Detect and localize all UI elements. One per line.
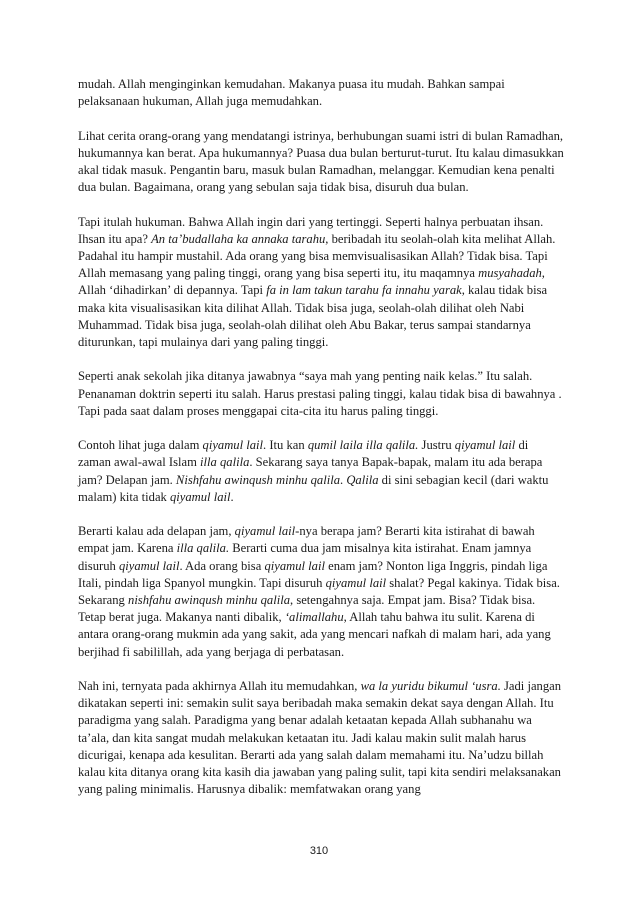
italic-term: An ta’budallaha ka annaka tarahu <box>151 231 326 246</box>
italic-term: Nishfahu awinqush minhu qalila <box>175 472 341 487</box>
text-run: . Itu kan <box>263 438 308 453</box>
text-run: , kalau tidak bisa maka kita visualisasikan kita dilihat Allah. Tidak bisa juga, seolah-olah dilihat oleh Nabi Muhammad. Tidak bisa juga, seolah-olah dilihat oleh Abu Bakar, terus sampai standarnya diturunkan, tapi mulainya dari yang paling tinggi. <box>78 283 548 350</box>
text-run: Contoh lihat juga dalam <box>78 438 203 453</box>
italic-term: musyahadah <box>478 266 542 281</box>
paragraph <box>78 523 564 661</box>
italic-term: qiyamul lail <box>118 558 180 573</box>
paragraph <box>78 368 564 420</box>
text-run: di sini sebagian kecil (dari waktu malam) kita tidak <box>78 472 549 504</box>
text-run: . <box>340 472 347 487</box>
text-run: . Sekarang saya tanya Bapak-bapak, malam itu ada berapa jam? Delapan jam. <box>78 455 543 487</box>
italic-term: illa qalila. <box>176 541 230 556</box>
italic-term: qiyamul lail <box>169 489 231 504</box>
text-run: Tapi itulah hukuman. Bahwa Allah ingin dari yang tertinggi. Seperti halnya perbuatan ihsan. Ihsan itu apa? <box>78 214 544 246</box>
italic-term: illa qalila <box>200 455 250 470</box>
paragraph <box>78 437 564 506</box>
text-run: . Ada orang bisa <box>179 558 265 573</box>
italic-term: qiyamul lail <box>454 438 516 453</box>
text-run: Berarti cuma dua jam misalnya kita istirahat. Enam jamnya disuruh <box>78 541 532 573</box>
paragraph <box>78 214 564 352</box>
text-run: , beribadah itu seolah-olah kita melihat Allah. Padahal itu hampir mustahil. Ada orang yang bisa memvisualisasikan Allah? Tidak bisa. Tapi Allah memasang yang paling tinggi, orang yang bisa seperti itu, itu maqamnya <box>78 231 556 281</box>
italic-term: qiyamul lail <box>202 438 264 453</box>
text-run: , Allah ‘dihadirkan’ di depannya. Tapi <box>78 266 545 298</box>
text-run: shalat? Pegal kakinya. Tidak bisa. Sekarang <box>78 575 560 608</box>
italic-term: qumil laila illa qalila. <box>307 438 419 453</box>
page-number: 310 <box>309 845 329 857</box>
italic-term: qiyamul lail <box>264 558 325 573</box>
text-run: mudah. Allah menginginkan kemudahan. Makanya puasa itu mudah. Bahkan sampai pelaksanaan hukuman, Allah juga memudahkan. <box>78 77 505 109</box>
text-run: Jadi jangan dikatakan seperti ini: semakin sulit saya beribadah maka semakin dekat saya dengan Allah. Itu paradigma yang salah. Paradigma yang benar adalah ketaatan kepada Allah subhanahu wa ta’ala, dan kita sangat mudah melakukan ketaatan itu. Jadi kalau makin sulit malah harus dicurigai, kenapa ada kesulitan. Berarti ada yang salah dalam memahami itu. Na’udzu billah kalau kita ditanya orang kita kasih dia jawaban yang paling sulit, tapi kita sendiri melaksanakan yang paling minimalis. Harusnya dibalik: memfatwakan orang yang <box>78 679 562 797</box>
italic-term: ‘alimallahu <box>284 610 344 625</box>
paragraph <box>78 678 564 798</box>
italic-term: fa in lam takun tarahu fa innahu yarak <box>266 283 462 298</box>
italic-term: qiyamul lail <box>234 524 296 539</box>
text-run: Berarti kalau ada delapan jam, <box>78 524 235 539</box>
text-run: . <box>230 489 234 504</box>
text-run: enam jam? Nonton liga Inggris, pindah liga Itali, pindah liga Spanyol mungkin. Tapi disuruh <box>78 558 548 590</box>
text-run: Seperti anak sekolah jika ditanya jawabnya “saya mah yang penting naik kelas.” Itu salah. Penanaman doktrin seperti itu salah. Harus prestasi paling tinggi, kalau tidak bisa di bawahnya . Tapi pada saat dalam proses menggapai cita-cita itu harus paling tinggi. <box>78 369 562 418</box>
text-run: Nah ini, ternyata pada akhirnya Allah itu memudahkan, <box>78 679 361 694</box>
text-run: Justru <box>418 438 455 453</box>
text-run: -nya berapa jam? Berarti kita istirahat di bawah empat jam. Karena <box>78 524 535 556</box>
text-run: di zaman awal-awal Islam <box>78 438 529 470</box>
text-run: Lihat cerita orang-orang yang mendatangi istrinya, berhubungan suami istri di bulan Ramadhan, hukumannya kan berat. Apa hukumannya? Puasa dua bulan berturut-turut. Itu kalau dimasukkan akal tidak masuk. Pengantin baru, masuk bulan Ramadhan, melanggar. Kemudian kena penalti dua bulan. Bagaimana, orang yang sebulan saja tidak bisa, disuruh dua bulan. <box>78 128 564 195</box>
paragraph <box>78 76 564 110</box>
italic-term: wa la yuridu bikumul ‘usra. <box>360 679 501 694</box>
italic-term: nishfahu awinqush minhu qalila <box>128 593 291 608</box>
body-text <box>78 76 564 816</box>
text-run: , Allah tahu bahwa itu sulit. Karena di antara orang-orang mukmin ada yang sakit, ada yang mencari nafkah di malam hari, ada yang berjihad fi sabilillah, ada yang berjaga di perbatasan. <box>78 610 551 659</box>
text-run: , setengahnya saja. Empat jam. Bisa? Tidak bisa. Tetap berat juga. Makanya nanti dibalik, <box>78 593 536 625</box>
paragraph <box>78 128 564 197</box>
italic-term: Qalila <box>346 472 379 487</box>
italic-term: qiyamul lail <box>325 575 387 590</box>
